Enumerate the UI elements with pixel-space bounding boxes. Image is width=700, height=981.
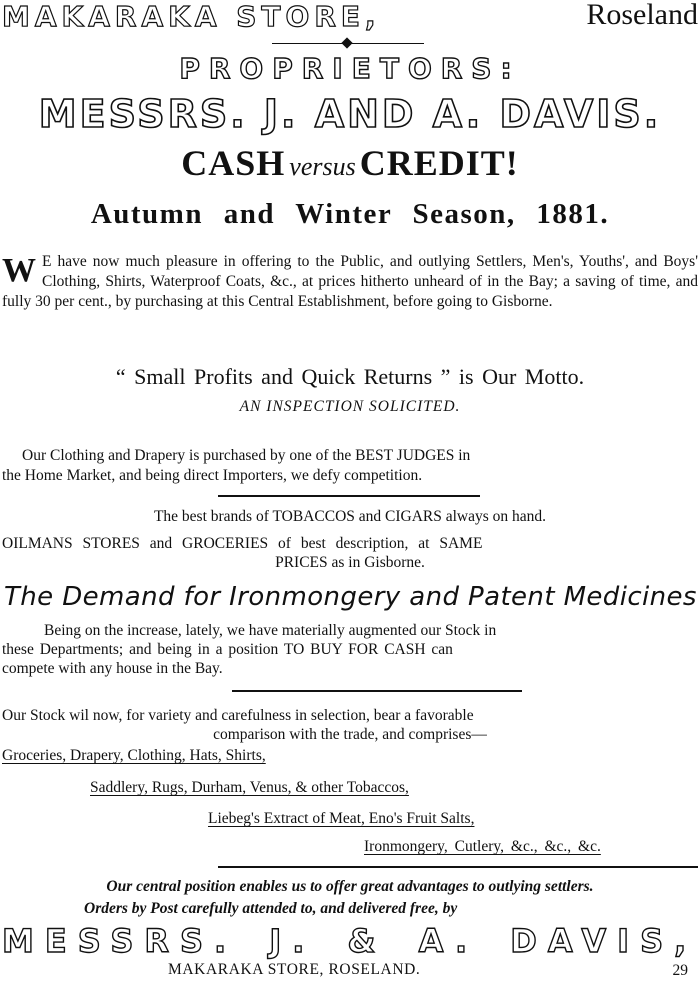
clothing-line-1: Our Clothing and Drapery is purchased by one of the BEST JUDGES in [22, 447, 471, 464]
footer-owners-line [0, 922, 700, 960]
intro-text: E have now much pleasure in offering to the Public, and outlying Settlers, Men's, Youths', and Boys' Clothing, Shirts, Waterproof Coats, &c., at prices hitherto unheard of in the Bay; a saving of time, and fully 30 per cent., by purchasing at this Central Establishment, before going to Gisborne. [2, 253, 698, 310]
store-location: Roseland [586, 0, 698, 31]
clothing-line-2: the Home Market, and being direct Importers, we defy competition. [2, 467, 423, 484]
footer-address: MAKARAKA STORE, ROSELAND. [168, 961, 421, 978]
proprietors-line [0, 52, 700, 85]
oilmans-line-1: OILMANS STORES and GROCERIES of best description, at SAME [2, 535, 483, 552]
footer-owners: MESSRS. J. & A. DAVIS, [2, 922, 698, 960]
closing-text-1: Our central position enables us to offer great advantages to outlying settlers. [106, 878, 594, 895]
motto-text: “ Small Profits and Quick Returns ” is Our Motto. [115, 364, 585, 389]
closing-text-2: Orders by Post carefully attended to, and delivered free, by [84, 900, 458, 917]
section-rule-2 [232, 690, 522, 692]
owners-line [0, 92, 700, 136]
versus-word: versus [289, 152, 356, 181]
demand-line-2: these Departments; and being in a position TO BUY FOR CASH can [2, 641, 453, 658]
item-saddlery-text: Saddlery, Rugs, Durham, Venus, & other Tobaccos, [90, 779, 409, 796]
item-ironmongery [0, 838, 700, 856]
inspection-line [0, 398, 700, 416]
store-name: MAKARAKA STORE, [2, 0, 381, 33]
season-headline [0, 198, 700, 231]
owners-name: MESSRS. J. AND A. DAVIS. [38, 92, 662, 136]
item-saddlery [0, 779, 700, 797]
item-liebegs-text: Liebeg's Extract of Meat, Eno's Fruit Salts, [208, 810, 475, 827]
cash-word: CASH [181, 143, 286, 183]
inspection-text: AN INSPECTION SOLICITED. [239, 398, 461, 415]
demand-line-1: Being on the increase, lately, we have materially augmented our Stock in [44, 622, 497, 639]
item-ironmongery-text: Ironmongery, Cutlery, &c., &c., &c. [364, 838, 601, 855]
oilmans-line-2: PRICES as in Gisborne. [275, 554, 425, 571]
item-groceries [0, 747, 700, 765]
cash-credit-headline [0, 142, 700, 184]
page-number: 29 [672, 962, 688, 979]
credit-word: CREDIT! [359, 143, 519, 183]
section-rule-1 [218, 495, 480, 497]
motto-line [0, 364, 700, 390]
stock-line-2: comparison with the trade, and comprises— [213, 726, 487, 743]
diamond-ornament-icon [341, 37, 352, 48]
item-groceries-text: Groceries, Drapery, Clothing, Hats, Shirts, [2, 747, 266, 764]
section-rule-3 [218, 866, 698, 868]
intro-paragraph [2, 252, 698, 312]
closing-line-2 [0, 900, 700, 918]
item-liebegs [0, 810, 700, 828]
closing-line-1 [0, 878, 700, 896]
demand-heading-line [0, 582, 700, 612]
proprietors-label: PROPRIETORS: [179, 52, 521, 85]
stock-line-1: Our Stock wil now, for variety and carefulness in selection, bear a favorable [2, 707, 474, 724]
demand-heading: The Demand for Ironmongery and Patent Medicines [4, 582, 697, 612]
drop-cap: W [2, 252, 36, 289]
store-header [0, 0, 700, 34]
tobaccos-line: The best brands of TOBACCOS and CIGARS always on hand. [153, 508, 547, 525]
demand-line-3: compete with any house in the Bay. [2, 660, 223, 677]
season-text: Autumn and Winter Season, 1881. [90, 198, 610, 230]
